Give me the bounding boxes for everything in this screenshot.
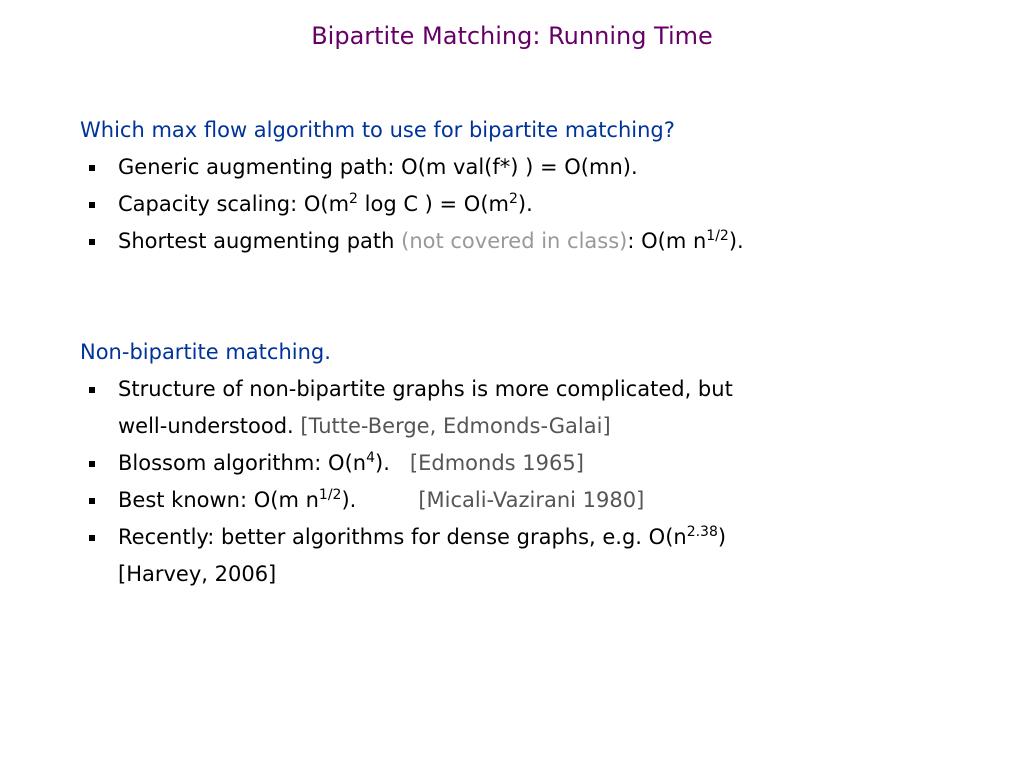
bullet-marker-icon — [89, 387, 95, 393]
bullet-marker-icon — [89, 461, 95, 467]
bullet-generic-augmenting-path: Generic augmenting path: O(m val(f*) ) = O(mn). — [80, 149, 980, 186]
bullet-shortest-augmenting-path: Shortest augmenting path (not covered in class): O(m $n^{1/2}$). — [80, 223, 980, 260]
slide-title: Bipartite Matching: Running Time — [311, 22, 713, 50]
bullet-marker-icon — [89, 498, 95, 504]
bullet-capacity-scaling: Capacity scaling: $O(m^2$ log C ) = $O(m^2)$. — [80, 186, 980, 223]
bullet-marker-icon — [89, 535, 95, 541]
section-non-bipartite — [80, 334, 980, 593]
citation: [Micali-Vazirani 1980] — [418, 488, 645, 512]
section-max-flow — [80, 112, 980, 260]
bullet-recently: Recently: better algorithms for dense graphs, e.g. $O(n^{2.38})$ [Harvey, 2006] — [80, 519, 980, 593]
section-heading: Which max flow algorithm to use for bipartite matching? — [80, 118, 675, 142]
bullet-marker-icon — [89, 165, 95, 171]
bullet-structure: Structure of non-bipartite graphs is more complicated, but well-understood. [Tutte-Berge, Edmonds-Galai] — [80, 371, 980, 445]
bullet-blossom-algorithm: Blossom algorithm: $O(n^4)$. [Edmonds 1965] — [80, 445, 980, 482]
citation: [Tutte-Berge, Edmonds-Galai] — [300, 414, 611, 438]
bullet-list — [80, 371, 980, 593]
citation: [Edmonds 1965] — [409, 451, 584, 475]
bullet-best-known: Best known: O(m $n^{1/2}$). [Micali-Vazirani 1980] — [80, 482, 980, 519]
citation: [Harvey, 2006] — [118, 562, 277, 586]
bullet-list — [80, 149, 980, 260]
not-covered-note: (not covered in class) — [401, 229, 628, 253]
section-heading: Non-bipartite matching. — [80, 340, 331, 364]
bullet-marker-icon — [89, 202, 95, 208]
bullet-marker-icon — [89, 239, 95, 245]
